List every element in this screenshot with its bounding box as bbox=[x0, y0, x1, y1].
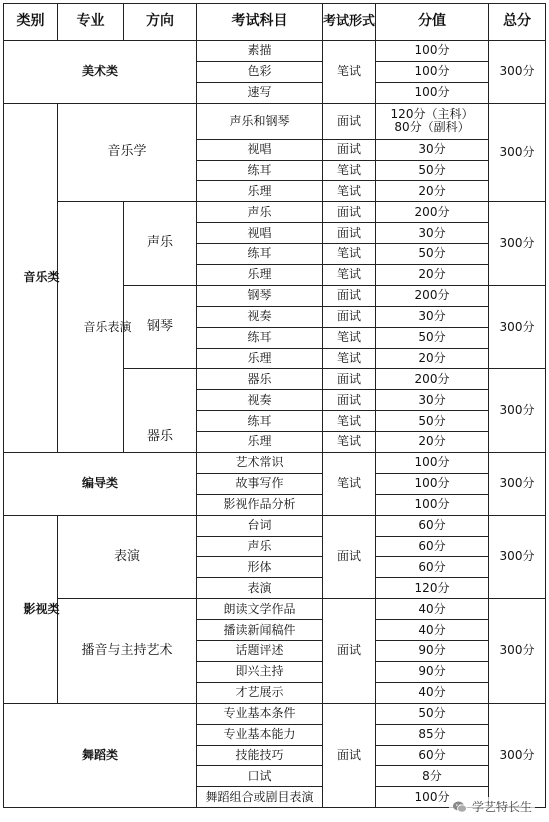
form-cell: 面试 bbox=[323, 306, 376, 327]
subject-cell: 播读新闻稿件 bbox=[197, 620, 323, 641]
score-cell: 50分 bbox=[376, 244, 489, 265]
form-cell: 面试 bbox=[323, 202, 376, 223]
subject-cell: 乐理 bbox=[197, 432, 323, 453]
score-cell: 100分 bbox=[376, 453, 489, 474]
header-score: 分值 bbox=[376, 4, 489, 41]
subject-cell: 乐理 bbox=[197, 348, 323, 369]
subject-cell: 视奏 bbox=[197, 306, 323, 327]
subject-cell: 口试 bbox=[197, 766, 323, 787]
table-row bbox=[4, 515, 546, 536]
score-cell bbox=[376, 103, 489, 139]
score-cell: 100分 bbox=[376, 473, 489, 494]
subject-cell: 练耳 bbox=[197, 327, 323, 348]
form-cell: 笔试 bbox=[323, 327, 376, 348]
subject-cell: 声乐和钢琴 bbox=[197, 103, 323, 139]
subject-cell: 艺术常识 bbox=[197, 453, 323, 474]
header-subject: 考试科目 bbox=[197, 4, 323, 41]
broadcasting-form: 面试 bbox=[323, 599, 376, 703]
subject-cell: 声乐 bbox=[197, 536, 323, 557]
subject-cell: 舞蹈组合或剧目表演 bbox=[197, 787, 323, 808]
exam-table bbox=[3, 3, 546, 808]
score-cell: 100分 bbox=[376, 41, 489, 62]
subject-cell: 声乐 bbox=[197, 202, 323, 223]
score-cell: 30分 bbox=[376, 139, 489, 160]
subject-cell: 视奏 bbox=[197, 390, 323, 411]
score-cell: 90分 bbox=[376, 661, 489, 682]
form-cell: 笔试 bbox=[323, 265, 376, 286]
score-cell: 60分 bbox=[376, 515, 489, 536]
subject-cell: 速写 bbox=[197, 82, 323, 103]
watermark bbox=[449, 797, 535, 816]
header-total: 总分 bbox=[489, 4, 546, 41]
score-cell: 100分 bbox=[376, 494, 489, 515]
broadcasting-total: 300分 bbox=[489, 599, 546, 703]
piano-direction: 钢琴 bbox=[124, 285, 197, 369]
score-line: 80分（副科） bbox=[394, 120, 470, 135]
subject-cell: 钢琴 bbox=[197, 285, 323, 306]
watermark-text: 学艺特长生 bbox=[471, 800, 532, 814]
score-cell: 90分 bbox=[376, 641, 489, 662]
subject-cell: 素描 bbox=[197, 41, 323, 62]
subject-cell: 即兴主持 bbox=[197, 661, 323, 682]
dance-category: 舞蹈类 bbox=[4, 703, 197, 807]
form-cell: 笔试 bbox=[323, 348, 376, 369]
subject-cell: 乐理 bbox=[197, 265, 323, 286]
form-cell: 面试 bbox=[323, 223, 376, 244]
score-cell: 20分 bbox=[376, 181, 489, 202]
score-cell: 100分 bbox=[376, 787, 489, 808]
form-cell: 面试 bbox=[323, 139, 376, 160]
subject-cell: 技能技巧 bbox=[197, 745, 323, 766]
subject-cell: 才艺展示 bbox=[197, 682, 323, 703]
wechat-icon bbox=[452, 799, 468, 815]
table-row bbox=[4, 41, 546, 62]
subject-cell: 表演 bbox=[197, 578, 323, 599]
form-cell: 面试 bbox=[323, 103, 376, 139]
subject-cell: 专业基本能力 bbox=[197, 724, 323, 745]
score-cell: 100分 bbox=[376, 82, 489, 103]
score-cell: 120分 bbox=[376, 578, 489, 599]
score-cell: 20分 bbox=[376, 432, 489, 453]
score-cell: 85分 bbox=[376, 724, 489, 745]
score-cell: 20分 bbox=[376, 348, 489, 369]
music-category-text: 音乐类 bbox=[23, 270, 60, 285]
score-cell: 200分 bbox=[376, 369, 489, 390]
film-category-text: 影视类 bbox=[23, 601, 60, 616]
acting-major: 表演 bbox=[58, 515, 197, 599]
performance-major-text: 音乐表演 bbox=[83, 319, 132, 334]
score-cell: 40分 bbox=[376, 599, 489, 620]
subject-cell: 练耳 bbox=[197, 160, 323, 181]
dance-total: 300分 bbox=[489, 703, 546, 807]
directing-total: 300分 bbox=[489, 453, 546, 516]
form-cell: 面试 bbox=[323, 390, 376, 411]
score-main bbox=[376, 108, 488, 134]
score-cell: 50分 bbox=[376, 411, 489, 432]
dance-form: 面试 bbox=[323, 703, 376, 807]
subject-cell: 故事写作 bbox=[197, 473, 323, 494]
form-cell: 面试 bbox=[323, 285, 376, 306]
subject-cell: 视唱 bbox=[197, 139, 323, 160]
score-cell: 100分 bbox=[376, 61, 489, 82]
performance-major bbox=[58, 202, 132, 453]
form-cell: 笔试 bbox=[323, 244, 376, 265]
subject-cell: 专业基本条件 bbox=[197, 703, 323, 724]
header-category: 类别 bbox=[4, 4, 58, 41]
score-cell: 40分 bbox=[376, 620, 489, 641]
score-cell: 200分 bbox=[376, 202, 489, 223]
subject-cell: 台词 bbox=[197, 515, 323, 536]
acting-total: 300分 bbox=[489, 515, 546, 599]
score-cell: 30分 bbox=[376, 390, 489, 411]
score-cell: 60分 bbox=[376, 536, 489, 557]
score-cell: 60分 bbox=[376, 557, 489, 578]
score-cell: 200分 bbox=[376, 285, 489, 306]
broadcasting-major: 播音与主持艺术 bbox=[58, 599, 197, 703]
music-category bbox=[4, 103, 58, 452]
form-cell: 笔试 bbox=[323, 411, 376, 432]
score-cell: 30分 bbox=[376, 223, 489, 244]
score-cell: 30分 bbox=[376, 306, 489, 327]
subject-cell: 练耳 bbox=[197, 411, 323, 432]
subject-cell: 话题评述 bbox=[197, 641, 323, 662]
film-category bbox=[4, 515, 58, 703]
score-cell: 50分 bbox=[376, 327, 489, 348]
musicology-total: 300分 bbox=[489, 103, 546, 202]
score-cell: 50分 bbox=[376, 160, 489, 181]
instrument-direction: 器乐 bbox=[124, 369, 197, 453]
table-row bbox=[4, 202, 546, 223]
art-total: 300分 bbox=[489, 41, 546, 104]
subject-cell: 视唱 bbox=[197, 223, 323, 244]
acting-form: 面试 bbox=[323, 515, 376, 599]
directing-form: 笔试 bbox=[323, 453, 376, 516]
musicology-major: 音乐学 bbox=[58, 103, 197, 202]
table-row bbox=[4, 599, 546, 620]
subject-cell: 朗读文学作品 bbox=[197, 599, 323, 620]
score-line: 120分（主科） bbox=[390, 106, 474, 121]
table-row bbox=[4, 103, 546, 139]
subject-cell: 影视作品分析 bbox=[197, 494, 323, 515]
header-major: 专业 bbox=[58, 4, 124, 41]
art-form: 笔试 bbox=[323, 41, 376, 104]
form-cell: 面试 bbox=[323, 369, 376, 390]
form-cell: 笔试 bbox=[323, 160, 376, 181]
score-cell: 8分 bbox=[376, 766, 489, 787]
header-form: 考试形式 bbox=[323, 4, 376, 41]
vocal-total: 300分 bbox=[489, 202, 546, 286]
header-row bbox=[4, 4, 546, 41]
subject-cell: 练耳 bbox=[197, 244, 323, 265]
header-direction: 方向 bbox=[124, 4, 197, 41]
form-cell: 笔试 bbox=[323, 432, 376, 453]
vocal-direction: 声乐 bbox=[124, 202, 197, 286]
table-row bbox=[4, 703, 546, 724]
piano-total: 300分 bbox=[489, 285, 546, 369]
instrument-total: 300分 bbox=[489, 369, 546, 453]
score-cell: 20分 bbox=[376, 265, 489, 286]
art-category: 美术类 bbox=[4, 41, 197, 104]
subject-cell: 乐理 bbox=[197, 181, 323, 202]
score-cell: 50分 bbox=[376, 703, 489, 724]
subject-cell: 形体 bbox=[197, 557, 323, 578]
form-cell: 笔试 bbox=[323, 181, 376, 202]
score-cell: 40分 bbox=[376, 682, 489, 703]
table-row bbox=[4, 453, 546, 474]
directing-category: 编导类 bbox=[4, 453, 197, 516]
subject-cell: 色彩 bbox=[197, 61, 323, 82]
subject-cell: 器乐 bbox=[197, 369, 323, 390]
score-cell: 60分 bbox=[376, 745, 489, 766]
